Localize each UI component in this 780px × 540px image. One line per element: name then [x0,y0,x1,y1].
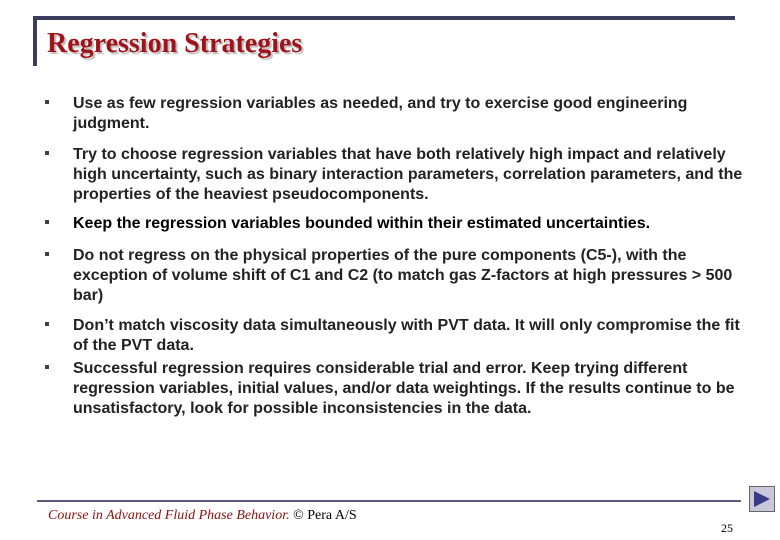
title-frame-left [33,16,37,66]
course-name: Course in Advanced Fluid Phase Behavior. [48,508,290,523]
bullet-text: Try to choose regression variables that have both relatively high impact and relatively high uncertainty, such as binary interaction parameters, correlation parameters, and the properties of the heaviest pseudocomponents. [73,146,743,203]
footer-divider [37,500,741,502]
bullet-text: Keep the regression variables bounded within their estimated uncertainties. [73,215,651,232]
bullet-text: Do not regress on the physical properties of the pure components (C5-), with the exception of volume shift of C1 and C2 (to match gas Z-factors at high pressures > 500 bar) [73,247,733,304]
next-slide-button[interactable] [749,486,775,512]
bullet-marker [45,220,49,224]
slide-title: Regression Strategies [47,28,303,59]
title-frame-top [33,16,735,20]
bullet-marker [45,151,49,155]
next-slide-icon [752,490,772,508]
footer-course-text [48,508,357,524]
bullet-text: Successful regression requires considerable trial and error. Keep trying different regression variables, initial values, and/or data weightings. If the results continue to be unsatisfactory, look for possible inconsistencies in the data. [73,360,735,417]
bullet-marker [45,365,49,369]
bullet-marker [45,252,49,256]
bullet-marker [45,322,49,326]
bullet-marker [45,100,49,104]
bullet-text: Use as few regression variables as needed, and try to exercise good engineering judgment. [73,95,688,132]
page-number: 25 [721,521,733,535]
bullet-text: Don’t match viscosity data simultaneously with PVT data. It will only compromise the fit of the PVT data. [73,317,740,354]
copyright: © Pera A/S [293,508,357,523]
